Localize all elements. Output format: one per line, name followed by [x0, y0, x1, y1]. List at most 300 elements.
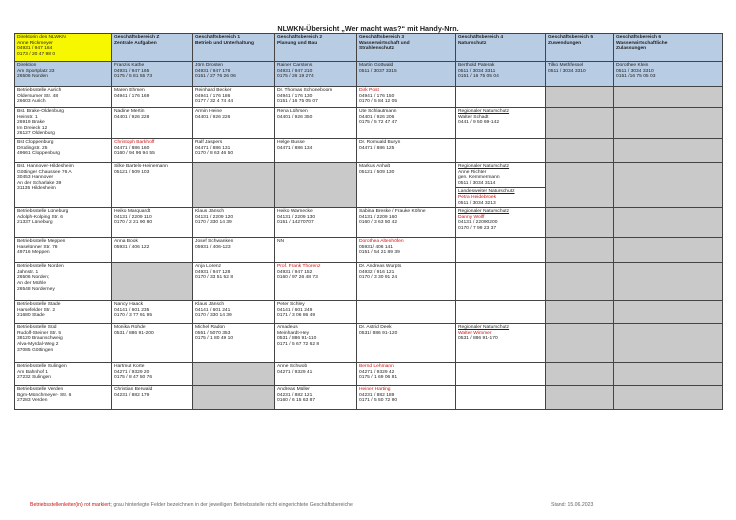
cell-line: 04271 / 9329 20	[114, 369, 150, 375]
cell-line: Betrieb und Unterhaltung	[195, 40, 254, 46]
cell-line: 0531 / 886 91-110	[277, 336, 317, 342]
not-established-cell	[112, 263, 193, 301]
not-established-cell	[546, 238, 614, 263]
cell-line: 04141 / 601 235	[114, 307, 150, 313]
cell-line: Dr. Andreas Wurpts	[359, 264, 402, 270]
cell-line: 0160 / 3 63 50 42	[359, 220, 398, 226]
cell-line: Walter Wimmer	[458, 330, 492, 336]
column-header	[357, 34, 456, 62]
table-row	[15, 138, 723, 162]
cell-line: Armin Heine	[195, 109, 222, 114]
column-header	[112, 34, 193, 62]
cell-line: Dirk Post	[359, 88, 379, 93]
cell-line: 0511 / 3034 3213	[458, 200, 496, 206]
cell-line: 04131 / 2209 110	[114, 214, 152, 220]
cell-line: Am Sportplatz 23	[17, 68, 55, 74]
cell-line: 04931 / 947 210	[277, 68, 313, 74]
contact-cell	[112, 386, 193, 410]
contact-cell	[357, 138, 456, 162]
not-established-cell	[614, 263, 723, 301]
cell-line: 30453 Hannover	[17, 175, 54, 181]
cell-line: Betriebsstelle Stade	[17, 302, 61, 308]
contact-cell	[112, 324, 193, 363]
cell-line: 37085 Göttingen	[17, 347, 54, 353]
table-row	[15, 108, 723, 139]
cell-line: Dr. Thomas Schoneboom	[277, 88, 333, 93]
cell-line: 0173 / 20 47 98 0	[17, 51, 56, 57]
contact-cell	[275, 62, 357, 87]
cell-line: Wasserwirtschaftliche	[616, 40, 668, 46]
contact-cell	[456, 138, 546, 162]
row-label	[15, 208, 112, 238]
cell-line: Betriebsstelle Sulingen	[17, 364, 67, 370]
contact-cell	[357, 238, 456, 263]
contact-cell	[275, 363, 357, 386]
cell-line: 04401 / 926 226	[195, 114, 231, 120]
cell-line: Silke Bartels-Heinemann	[114, 163, 168, 169]
cell-line: Göttinger Chaussee 76 A	[17, 169, 72, 175]
cell-line: Ralf Jaspers	[195, 139, 223, 145]
cell-line: 04931 / 947 164	[17, 46, 53, 52]
cell-line: 04931 / 947 176	[195, 68, 231, 74]
cell-line: 21337 Lüneburg	[17, 220, 53, 226]
row-label	[15, 138, 112, 162]
cell-line: Bernd Lehmann	[359, 364, 394, 370]
cell-line: Betriebsstelle Süd	[17, 325, 57, 331]
cell-line: 04131 / 2209 130	[277, 214, 316, 220]
contact-cell	[193, 138, 275, 162]
cell-line: 04471 / 886 131	[195, 145, 231, 151]
cell-line: Betriebsstelle Aurich	[17, 88, 62, 93]
cell-line: 0171 / 3 06 86 49	[277, 313, 316, 319]
not-established-cell	[275, 162, 357, 207]
footer-note-rest: grau hinterlegte Felder bezeichnen in der jeweiligen Betriebsstelle nicht eingerichtete Geschäftsbereiche	[111, 502, 353, 508]
contact-cell	[456, 208, 546, 238]
contact-cell	[357, 162, 456, 207]
cell-line: 26919 Brake	[17, 120, 45, 126]
cell-line: Jörn Drosten	[195, 63, 223, 68]
contact-cell	[193, 87, 275, 108]
not-established-cell	[614, 301, 723, 324]
cell-line: 0441 / 9 50 69-142	[458, 120, 500, 126]
cell-line: Am Bahnhof 1	[17, 369, 48, 375]
contact-cell	[275, 301, 357, 324]
cell-line: Nancy Haack	[114, 302, 144, 308]
cell-line: 0170 / 3 30 91 24	[359, 275, 398, 281]
cell-line: Monika Rohde	[114, 325, 146, 331]
contact-cell	[275, 238, 357, 263]
column-header	[546, 34, 614, 62]
contact-cell	[275, 263, 357, 301]
cell-line: 0160 / 97 26 48 73	[277, 275, 318, 281]
cell-line: Naturschutz	[458, 40, 487, 46]
cell-line: 04141 / 601 241	[195, 307, 231, 313]
table-row	[15, 263, 723, 301]
contact-cell	[112, 162, 193, 207]
cell-line: Zentrale Aufgaben	[114, 40, 157, 46]
cell-line: 04231 / 882 121	[277, 392, 313, 398]
cell-line: 04941 / 176 150	[359, 93, 395, 99]
contact-cell	[614, 62, 723, 87]
cell-line: 04401 / 926 206	[359, 114, 395, 120]
not-established-cell	[546, 301, 614, 324]
contact-cell	[112, 87, 193, 108]
row-label	[15, 363, 112, 386]
not-established-cell	[546, 386, 614, 410]
cell-line: Direktion	[17, 63, 37, 68]
cell-line: 0177 / 32 4 74 44	[195, 99, 234, 105]
cell-line: Anne Schwob	[277, 364, 308, 370]
cell-line: 0511 / 3037 3315	[359, 68, 397, 74]
cell-line: Peter Schley	[277, 302, 305, 308]
cell-line: Geschäftsbereich 3	[359, 35, 405, 40]
cell-line: Geschäftsbereich Z	[114, 35, 160, 40]
cell-line: 04941 / 176 186	[195, 93, 231, 99]
cell-line: 0175 / 1 69 06 81	[359, 375, 398, 381]
cell-line: Amadeus	[277, 325, 298, 331]
cell-line: 21680 Stade	[17, 313, 45, 319]
contact-cell	[193, 62, 275, 87]
cell-line: 0531/ 886 91-120	[359, 330, 398, 336]
cell-line: 0151 / 54 21 89 39	[359, 250, 400, 256]
cell-line: Nadine Mertin	[114, 109, 145, 114]
cell-line: 49661 Cloppenburg	[17, 151, 60, 157]
cell-line: Betriebsstelle Verden	[17, 387, 64, 393]
cell-line: 27232 Sulingen	[17, 375, 51, 381]
column-header	[275, 34, 357, 62]
cell-line: Geschäftsbereich 2	[277, 35, 323, 40]
contact-cell	[193, 263, 275, 301]
table-row	[15, 301, 723, 324]
overview-table	[14, 33, 723, 410]
contact-cell	[275, 87, 357, 108]
cell-line: 0170 / 330 14 39	[195, 220, 232, 226]
contact-cell	[456, 324, 546, 363]
cell-line: Christoph Barkhoff	[114, 139, 155, 145]
cell-line: 0171 / 5 67 72 62 8	[277, 341, 320, 347]
contact-cell	[193, 238, 275, 263]
column-header	[614, 34, 723, 62]
not-established-cell	[193, 162, 275, 207]
cell-line: 05121 / 509 130	[359, 169, 395, 175]
cell-line: 0170 / 2 21 90 80	[114, 220, 153, 226]
not-established-cell	[546, 324, 614, 363]
cell-line: 0531 / 886 91-200	[114, 330, 154, 336]
cell-line: 0170 / 7 99 23 37	[458, 225, 497, 231]
cell-line: 0175 / 5 72 47 47	[359, 120, 398, 126]
table-row	[15, 208, 723, 238]
cell-line: Berthold Paterak	[458, 63, 495, 68]
cell-line: 0531 / 886 91-170	[458, 336, 498, 342]
cell-line: 05931/ 406 141	[359, 244, 393, 250]
contact-cell	[193, 301, 275, 324]
cell-line: 26506 Norden	[17, 74, 48, 80]
contact-cell	[275, 108, 357, 139]
table-row	[15, 386, 723, 410]
cell-line: 0170 / 330 14 39	[195, 313, 232, 319]
cell-line: Dr. Romuald Buryn	[359, 139, 401, 145]
cell-line: 0511 / 3034 3114	[458, 180, 496, 186]
contact-cell	[357, 62, 456, 87]
cell-line: Michel Radon	[195, 325, 225, 331]
footer-note	[30, 502, 353, 508]
contact-cell	[112, 238, 193, 263]
direktion-row	[15, 62, 723, 87]
cell-line: 0170 / 33 51 52 8	[195, 275, 234, 281]
cell-line: Jahnstr. 1	[17, 269, 39, 275]
contact-cell	[456, 301, 546, 324]
cell-line: Klaus Jänsch	[195, 209, 225, 215]
contact-cell	[357, 301, 456, 324]
cell-line: 0175 / 8 47 50 76	[114, 375, 153, 381]
cell-line: Sabina Breske / Frauke Köhne	[359, 209, 426, 215]
cell-line: Im Dreieck 12	[17, 125, 48, 131]
not-established-cell	[546, 108, 614, 139]
cell-line: Betriebsstelle Meppen	[17, 239, 66, 245]
cell-line: 0160 / 6 15 63 87	[277, 398, 316, 404]
cell-line: 04131 / 2209 120	[195, 214, 234, 220]
cell-line: 26603 Aurich	[17, 99, 46, 105]
cell-line: Meinhardt-Hey	[277, 330, 310, 336]
cell-line: Heiko Warnecke	[277, 209, 313, 215]
table-row	[15, 87, 723, 108]
cell-line: Betriebsstelle Norden	[17, 264, 64, 270]
contact-cell	[456, 62, 546, 87]
cell-line: Heiner Harting	[359, 387, 391, 393]
contact-cell	[357, 386, 456, 410]
cell-line: 31135 Hildesheim	[17, 186, 56, 192]
cell-line: Petra Heidebroek	[458, 194, 497, 200]
page-title: NLWKN-Übersicht „Wer macht was?“ mit Handy-Nrn.	[277, 24, 459, 33]
contact-cell	[357, 108, 456, 139]
cell-line: An der Mühle	[17, 280, 47, 286]
cell-line: Reinhard Becker	[195, 88, 232, 93]
not-established-cell	[546, 363, 614, 386]
contact-cell	[275, 324, 357, 363]
cell-line: 04931 / 947 165	[114, 68, 150, 74]
not-established-cell	[614, 386, 723, 410]
cell-line: Anna Book	[114, 239, 138, 245]
column-header	[456, 34, 546, 62]
cell-line: Maren Ehmen	[114, 88, 145, 93]
cell-line: Ute Schlautmann	[359, 109, 397, 114]
cell-line: 0160 / 94 96 94 55	[114, 151, 155, 157]
cell-line: Alva-Myrdal-Weg 2	[17, 341, 59, 347]
cell-line: 04271 / 9329 41	[277, 369, 313, 375]
column-header	[193, 34, 275, 62]
not-established-cell	[546, 263, 614, 301]
contact-cell	[456, 162, 546, 207]
not-established-cell	[614, 108, 723, 139]
cell-line: 04471 / 886 134	[277, 145, 313, 151]
not-established-cell	[546, 138, 614, 162]
cell-line: Zuwendungen	[548, 40, 582, 46]
cell-line: Regionaler Naturschutz	[458, 209, 510, 215]
cell-line: Bgm-Münchmeyer- Str. 6	[17, 392, 72, 398]
cell-line: 04941 / 176 169	[114, 93, 150, 99]
cell-line: 04931 / 947 128	[195, 269, 231, 275]
contact-cell	[456, 386, 546, 410]
cell-line: Rainer Carstens	[277, 63, 313, 68]
cell-line: 05121 / 509 103	[114, 169, 150, 175]
cell-line: 38120 Braunschweig	[17, 336, 63, 342]
not-established-cell	[614, 87, 723, 108]
cell-line: 04271 / 9329 42	[359, 369, 395, 375]
cell-line: 05931 / 406-123	[195, 244, 231, 250]
cell-line: 04941 / 176 130	[277, 93, 313, 99]
cell-line: An der Scharlake 39	[17, 180, 62, 186]
contact-cell	[456, 263, 546, 301]
cell-line: 0170 / 5 84 12 05	[359, 99, 398, 105]
cell-line: Rudolf-Steiner Str. 5	[17, 330, 62, 336]
cell-line: Regionaler Naturschutz	[458, 163, 510, 169]
cell-line: Helge Busse	[277, 139, 305, 145]
cell-line: 0151 / 14270707	[277, 220, 314, 226]
cell-line: Anne Richter	[458, 169, 487, 175]
contact-cell	[112, 62, 193, 87]
row-label	[15, 62, 112, 87]
cell-line: Haselünner Str. 78	[17, 244, 58, 250]
cell-line: 04401 / 926 350	[277, 114, 313, 120]
cell-line: gen. Kemmermann	[458, 175, 500, 181]
cell-line: Anne Rickmeyer	[17, 40, 53, 46]
cell-line: 49716 Meppen	[17, 250, 50, 256]
cell-line: Geschäftsbereich 1	[195, 35, 241, 40]
contact-cell	[357, 363, 456, 386]
contact-cell	[193, 108, 275, 139]
cell-line: 0511 / 3034 3310	[548, 68, 586, 74]
cell-line: 04231 / 882 179	[114, 392, 150, 398]
not-established-cell	[546, 208, 614, 238]
cell-line: 0151 / 16 75 05 07	[277, 99, 318, 105]
not-established-cell	[546, 87, 614, 108]
cell-line: 26127 Oldenburg	[17, 131, 55, 137]
cell-line: 04932 / 916 121	[359, 269, 395, 275]
row-label	[15, 87, 112, 108]
cell-line: 0151 /16 75 05 03	[616, 74, 656, 80]
contact-cell	[456, 87, 546, 108]
cell-line: 04141 / 601 249	[277, 307, 313, 313]
cell-line: 04471 / 886 160	[114, 145, 150, 151]
not-established-cell	[193, 363, 275, 386]
table-row	[15, 238, 723, 263]
directorate-cell	[15, 34, 112, 62]
contact-cell	[357, 263, 456, 301]
cell-line: 26506 Norden;	[17, 275, 50, 281]
contact-cell	[112, 108, 193, 139]
cell-line: Rena Lührsen	[277, 109, 308, 114]
cell-line: Martin Gottwald	[359, 63, 394, 68]
cell-line: Geschäftsbereich 6	[616, 35, 662, 40]
cell-line: Walter Schadt	[458, 114, 489, 120]
table-row	[15, 363, 723, 386]
cell-line: 0175 / 5 81 55 73	[114, 74, 153, 80]
cell-line: Planung und Bau	[277, 40, 318, 46]
row-label	[15, 386, 112, 410]
cell-line: Dorothea Altenhöfen	[359, 239, 404, 245]
cell-line: Andreas Müller	[277, 387, 310, 393]
cell-line: Betriebsstelle Lüneburg	[17, 209, 69, 215]
cell-line: Harsefelder Str. 2	[17, 307, 56, 313]
cell-line: 04471 / 886 125	[359, 145, 395, 151]
cell-line: NN	[277, 239, 285, 245]
cell-line: 04131 / 22090200	[458, 220, 498, 226]
cell-line: Drüdingstr. 25	[17, 145, 48, 151]
cell-line: 0511 / 3034 3310	[616, 68, 654, 74]
table-row	[15, 324, 723, 363]
cell-line: Landesweiter Naturschutz	[458, 189, 515, 195]
cell-line: 27283 Verden	[17, 398, 48, 404]
cell-line: Bst. Hannover-Hildesheim	[17, 163, 74, 169]
contact-cell	[456, 238, 546, 263]
cell-line: Geschäftsbereich 4	[458, 35, 504, 40]
row-label	[15, 108, 112, 139]
cell-line: Bst. Brake-Oldenburg	[17, 109, 65, 114]
cell-line: Josef Schwanken	[195, 239, 234, 245]
cell-line: Franzis Kathe	[114, 63, 145, 68]
not-established-cell	[614, 208, 723, 238]
row-label	[15, 263, 112, 301]
contact-cell	[112, 301, 193, 324]
cell-line: Heinstr. 1	[17, 114, 38, 120]
row-label	[15, 301, 112, 324]
contact-cell	[275, 386, 357, 410]
not-established-cell	[614, 162, 723, 207]
cell-line: Adolph-Kolping Str. 6	[17, 214, 63, 220]
stand-date: Stand: 15.06.2023	[551, 502, 594, 508]
cell-line: Regionaler Naturschutz	[458, 325, 510, 331]
cell-line: Danny Wolff	[458, 214, 485, 220]
cell-line: Hartmut Korte	[114, 364, 145, 370]
not-established-cell	[546, 162, 614, 207]
footer-red-note: Betriebsstellenleiter(in) rot markiert;	[30, 502, 112, 508]
cell-line: 05931 / 406 122	[114, 244, 150, 250]
row-label	[15, 162, 112, 207]
cell-line: Direktorin des NLWKN	[17, 35, 66, 40]
cell-line: Anja Lorenz	[195, 264, 222, 270]
row-label	[15, 238, 112, 263]
cell-line: Oldersumer Str. 48	[17, 93, 59, 99]
contact-cell	[357, 208, 456, 238]
row-label	[15, 324, 112, 363]
cell-line: Geschäftsbereich 5	[548, 35, 594, 40]
table-row	[15, 162, 723, 207]
contact-cell	[193, 208, 275, 238]
cell-line: Christian Berwald	[114, 387, 153, 393]
cell-line: Markus Anhalt	[359, 163, 390, 169]
cell-line: 26548 Norderney	[17, 286, 55, 292]
contact-cell	[357, 87, 456, 108]
contact-cell	[456, 363, 546, 386]
not-established-cell	[193, 386, 275, 410]
not-established-cell	[614, 363, 723, 386]
cell-line: 0171 / 5 50 72 90	[359, 398, 398, 404]
not-established-cell	[614, 238, 723, 263]
header-row	[15, 34, 723, 62]
cell-line: Zulassungen	[616, 46, 647, 52]
cell-line: 0175 / 26 19 274	[277, 74, 314, 80]
contact-cell	[546, 62, 614, 87]
cell-line: Heiko Marquardt	[114, 209, 151, 215]
cell-line: 04931 / 947 152	[277, 269, 313, 275]
cell-line: 0151 / 16 75 05 04	[458, 74, 499, 80]
cell-line: Klaus Jänsch	[195, 302, 225, 308]
cell-line: 0170 / 3 77 91 95	[114, 313, 153, 319]
contact-cell	[275, 138, 357, 162]
cell-line: 04131 / 2209 160	[359, 214, 398, 220]
contact-cell	[275, 208, 357, 238]
cell-line: 04231 / 882 189	[359, 392, 395, 398]
